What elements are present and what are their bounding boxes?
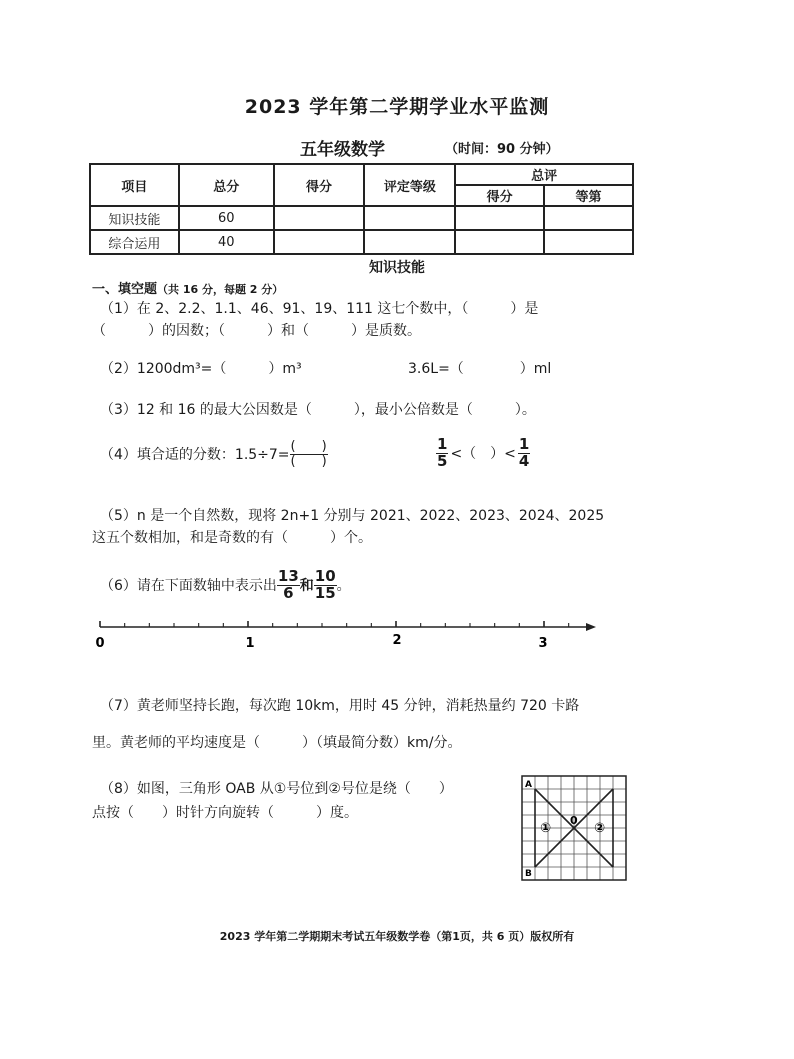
answer-fraction-blank bbox=[290, 440, 328, 468]
question-5-line-2: 这五个数相加，和是奇数的有（ ）个。 bbox=[92, 530, 372, 546]
figure-label-b: B bbox=[525, 869, 532, 879]
fraction-one-quarter bbox=[518, 437, 530, 470]
question-6-and: 和 bbox=[299, 578, 314, 595]
overall-score-cell bbox=[455, 230, 544, 254]
col-score-header: 得分 bbox=[274, 164, 365, 206]
question-7-line-2: 里。黄老师的平均速度是（ ）（填最简分数）km/分。 bbox=[92, 735, 462, 751]
fraction-denominator: 5 bbox=[437, 451, 448, 470]
number-line-label-1: 1 bbox=[245, 636, 255, 651]
figure-label-o: 0 bbox=[570, 814, 578, 827]
col-grade-header: 评定等级 bbox=[364, 164, 455, 206]
overall-score-cell bbox=[455, 206, 544, 230]
question-2-a: （2）1200dm³=（ ）m³ bbox=[100, 361, 302, 377]
fraction-denominator: 15 bbox=[314, 583, 336, 602]
overall-level-cell bbox=[544, 206, 633, 230]
number-line-label-0: 0 bbox=[95, 636, 105, 651]
table-row bbox=[90, 230, 633, 254]
part-heading-text: 一、填空题 bbox=[92, 282, 158, 297]
fraction-one-fifth bbox=[436, 437, 448, 470]
question-4 bbox=[100, 440, 328, 468]
fraction-denominator: 6 bbox=[283, 583, 294, 602]
figure-label-position-1: ① bbox=[540, 821, 552, 836]
row-total: 60 bbox=[179, 206, 274, 230]
overall-level-cell bbox=[544, 230, 633, 254]
question-5-line-1: （5）n 是一个自然数，现将 2n+1 分别与 2021、2022、2023、2024、2025 bbox=[100, 508, 605, 524]
score-table bbox=[89, 163, 634, 255]
question-4-inequality bbox=[436, 437, 530, 470]
inequality-middle: <（ ）< bbox=[450, 446, 516, 463]
row-total: 40 bbox=[179, 230, 274, 254]
col-item-header: 项目 bbox=[90, 164, 179, 206]
question-6-prefix: （6）请在下面数轴中表示出 bbox=[100, 578, 277, 595]
number-line-arrow bbox=[586, 623, 596, 631]
figure-label-position-2: ② bbox=[594, 821, 606, 836]
question-4-prefix: （4）填合适的分数：1.5÷7= bbox=[100, 447, 290, 464]
sub-level-header: 等第 bbox=[544, 185, 633, 206]
row-item: 知识技能 bbox=[90, 206, 179, 230]
page-footer: 2023 学年第二学期期末考试五年级数学卷（第1页，共 6 页）版权所有 bbox=[219, 930, 575, 943]
fraction-ten-fifteenths bbox=[314, 569, 337, 602]
number-line-ticks bbox=[100, 621, 569, 627]
score-cell bbox=[274, 206, 365, 230]
fraction-numerator: 1 bbox=[518, 435, 530, 453]
question-3: （3）12 和 16 的最大公因数是（ ），最小公倍数是（ ）。 bbox=[100, 402, 536, 418]
exam-subtitle: 五年级数学 bbox=[300, 140, 385, 160]
question-6-end: 。 bbox=[336, 578, 351, 595]
answer-blank-denominator: ( ) bbox=[290, 453, 327, 469]
score-cell bbox=[274, 230, 365, 254]
number-line bbox=[90, 615, 605, 655]
row-item: 综合运用 bbox=[90, 230, 179, 254]
question-2-b: 3.6L=（ ）ml bbox=[408, 361, 552, 377]
table-row bbox=[90, 206, 633, 230]
fraction-denominator: 4 bbox=[518, 451, 530, 470]
question-7-line-1: （7）黄老师坚持长跑，每次跑 10km，用时 45 分钟，消耗热量约 720 卡路 bbox=[100, 698, 580, 714]
question-1-line-1: （1）在 2、2.2、1.1、46、91、19、111 这七个数中，（ ）是 bbox=[100, 301, 539, 317]
grade-cell bbox=[364, 206, 455, 230]
col-total-header: 总分 bbox=[179, 164, 274, 206]
question-8-line-2: 点按（ ）时针方向旋转（ ）度。 bbox=[92, 805, 358, 821]
figure-label-a: A bbox=[525, 780, 532, 790]
question-6 bbox=[100, 569, 351, 602]
col-overall-header: 总评 bbox=[455, 164, 633, 185]
number-line-label-2: 2 bbox=[392, 633, 402, 648]
question-1-line-2: （ ）的因数；（ ）和（ ）是质数。 bbox=[92, 323, 421, 339]
fraction-numerator: 1 bbox=[437, 435, 448, 453]
fraction-numerator: 13 bbox=[277, 567, 299, 585]
number-line-label-3: 3 bbox=[538, 636, 548, 651]
section-title: 知识技能 bbox=[369, 260, 425, 276]
part-heading-note: （共 16 分，每题 2 分） bbox=[157, 283, 284, 296]
answer-blank-numerator: ( ) bbox=[290, 439, 327, 454]
fraction-numerator: 10 bbox=[314, 567, 336, 585]
rotation-figure bbox=[518, 772, 630, 884]
exam-title: 2023 学年第二学期学业水平监测 bbox=[244, 96, 550, 118]
part-heading bbox=[92, 278, 283, 297]
fraction-thirteen-sixths bbox=[277, 569, 300, 602]
exam-time: （时间：90 分钟） bbox=[445, 142, 559, 157]
sub-score-header: 得分 bbox=[455, 185, 544, 206]
question-8-line-1: （8）如图，三角形 OAB 从①号位到②号位是绕（ ） bbox=[100, 781, 453, 797]
grade-cell bbox=[364, 230, 455, 254]
